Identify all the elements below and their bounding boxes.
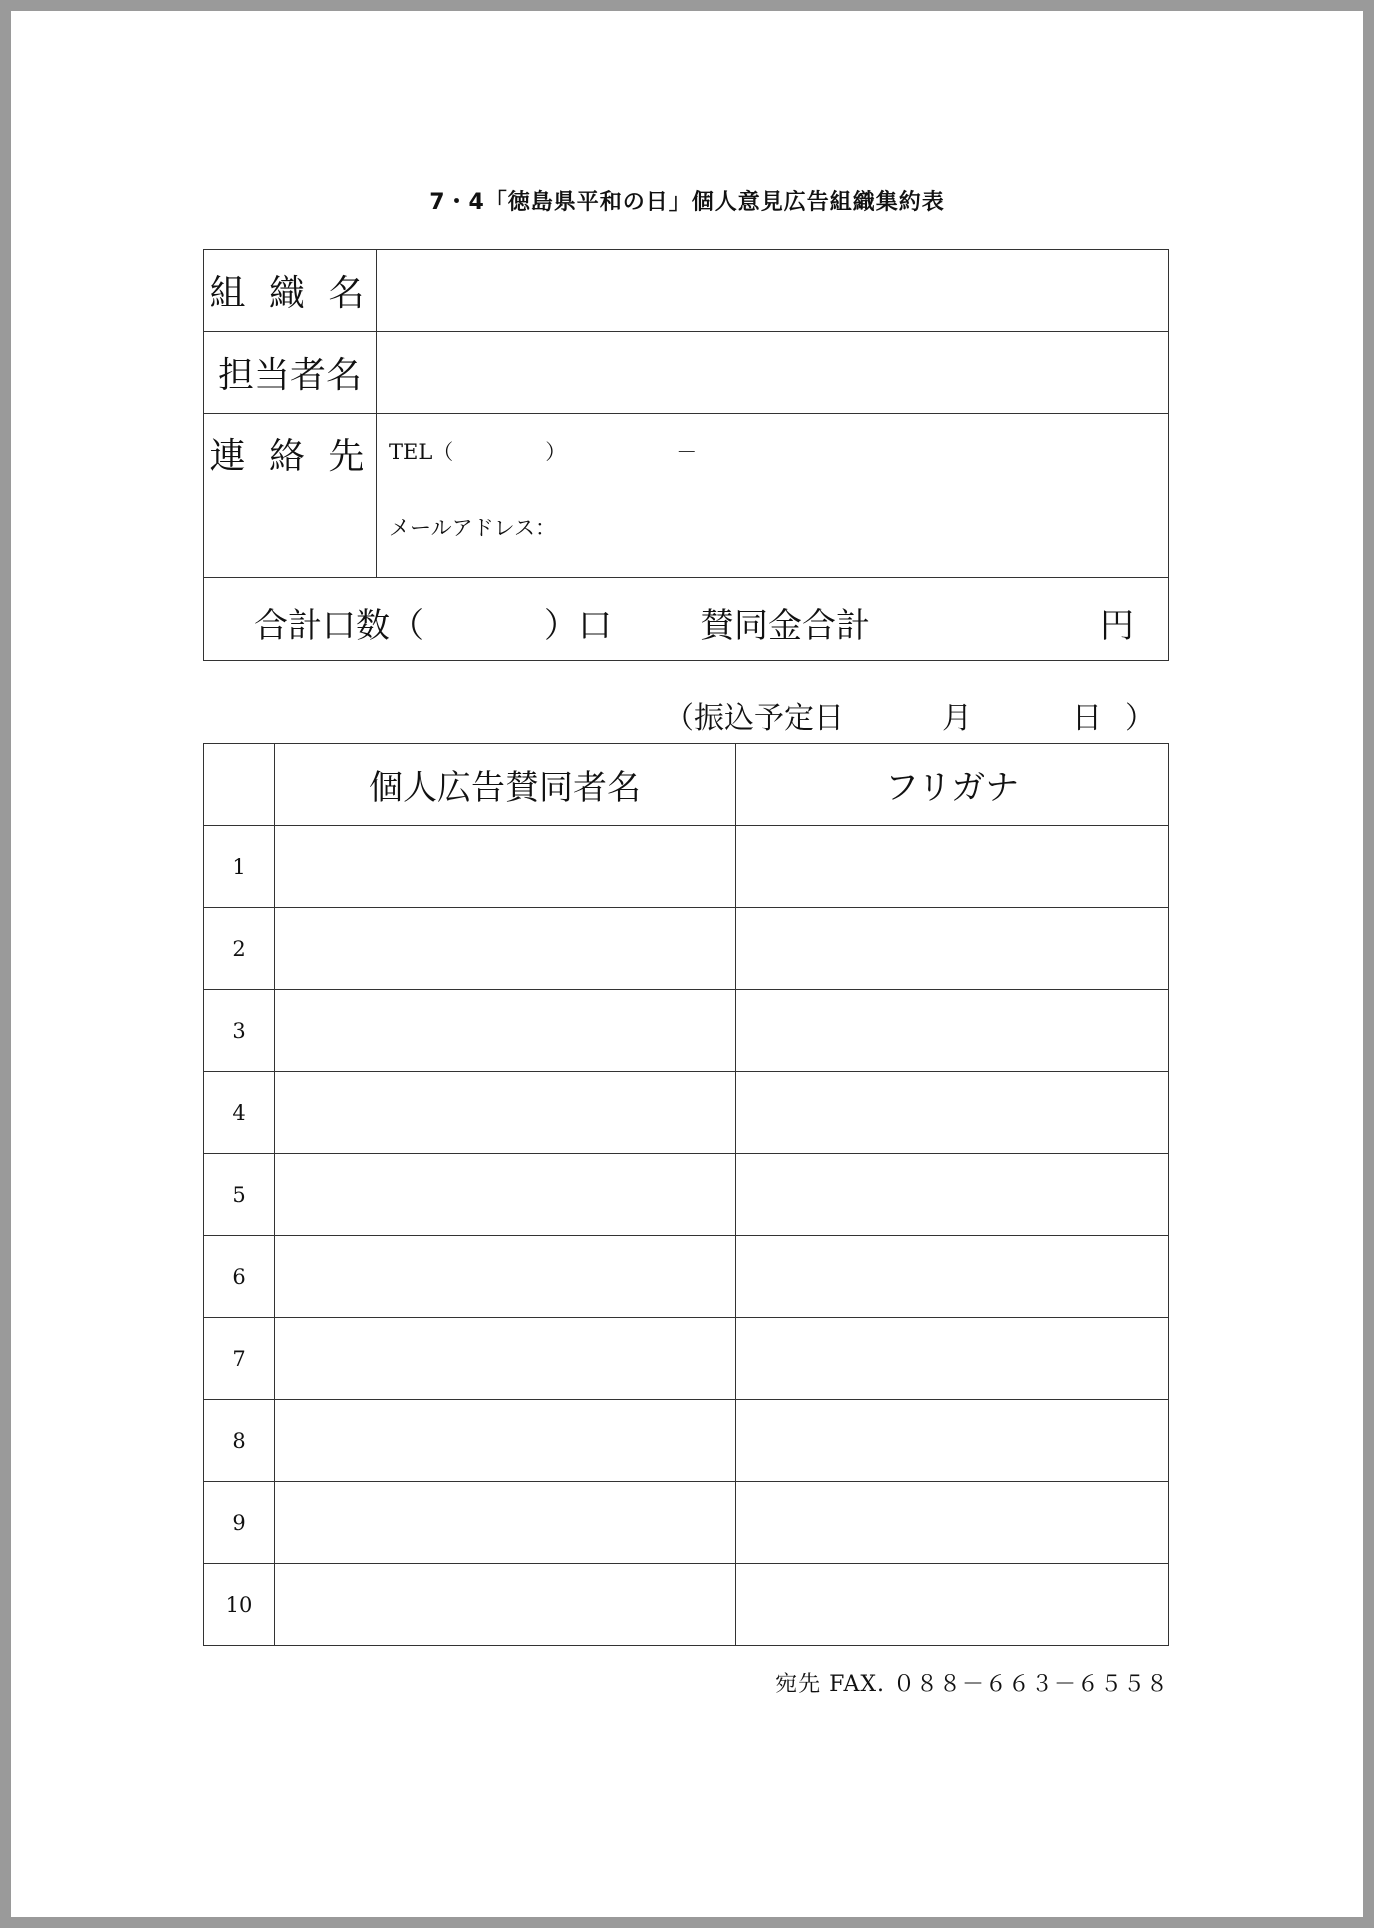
number-header: [204, 744, 275, 826]
person-in-charge-field[interactable]: [377, 332, 1169, 414]
table-row: [204, 1482, 1169, 1564]
transfer-day-label: 日: [1072, 701, 1102, 736]
row-number: 7: [204, 1318, 275, 1400]
table-row: [204, 826, 1169, 908]
organization-info-table: [203, 249, 1169, 661]
transfer-date-line: [664, 693, 1174, 736]
furigana-cell[interactable]: [736, 1564, 1169, 1646]
row-number: 2: [204, 908, 275, 990]
email-label: メールアドレス：: [389, 516, 556, 540]
supporter-name-cell[interactable]: [275, 1400, 736, 1482]
supporter-name-cell[interactable]: [275, 908, 736, 990]
org-name-label: 組 織 名: [204, 250, 377, 332]
row-number: 6: [204, 1236, 275, 1318]
supporter-name-cell[interactable]: [275, 1318, 736, 1400]
table-row: [204, 908, 1169, 990]
row-number: 9: [204, 1482, 275, 1564]
furigana-cell[interactable]: [736, 1236, 1169, 1318]
transfer-month-label: 月: [942, 701, 972, 736]
table-row: [204, 1564, 1169, 1646]
furigana-cell[interactable]: [736, 1072, 1169, 1154]
supporter-name-cell[interactable]: [275, 990, 736, 1072]
row-number: 8: [204, 1400, 275, 1482]
supporter-name-cell[interactable]: [275, 1154, 736, 1236]
row-number: 10: [204, 1564, 275, 1646]
total-count-label: 合計口数（: [254, 606, 424, 646]
table-row: [204, 1236, 1169, 1318]
table-row: [204, 1318, 1169, 1400]
fax-destination: 宛先 FAX. ０８８－６６３－６５５８: [775, 1672, 1169, 1697]
furigana-cell[interactable]: [736, 826, 1169, 908]
row-number: 4: [204, 1072, 275, 1154]
row-number: 5: [204, 1154, 275, 1236]
furigana-cell[interactable]: [736, 1400, 1169, 1482]
total-amount-label: 賛同金合計: [700, 606, 870, 646]
totals-row: [204, 578, 1169, 661]
person-in-charge-label: 担当者名: [204, 332, 377, 414]
tel-close-paren: ）: [545, 440, 567, 464]
transfer-close-paren: ）: [1125, 701, 1155, 736]
table-row: [204, 1400, 1169, 1482]
supporter-name-cell[interactable]: [275, 1236, 736, 1318]
supporter-names-table: [203, 743, 1169, 1646]
tel-label: TEL（: [389, 440, 454, 464]
org-name-field[interactable]: [377, 250, 1169, 332]
supporter-name-cell[interactable]: [275, 1072, 736, 1154]
furigana-header: フリガナ: [736, 744, 1169, 826]
furigana-cell[interactable]: [736, 1482, 1169, 1564]
tel-line: [389, 436, 1168, 466]
supporter-name-cell[interactable]: [275, 1564, 736, 1646]
total-count-unit: ）口: [544, 606, 612, 646]
contact-label: 連 絡 先: [204, 414, 377, 578]
supporter-name-cell[interactable]: [275, 826, 736, 908]
tel-dash: －: [676, 440, 698, 464]
table-row: [204, 990, 1169, 1072]
table-row: [204, 1154, 1169, 1236]
yen-unit: 円: [1100, 606, 1134, 646]
row-number: 3: [204, 990, 275, 1072]
page-title: 7・4「徳島県平和の日」個人意見広告組織集約表: [429, 190, 945, 215]
transfer-date-label: （振込予定日: [664, 701, 844, 736]
document-page: [11, 11, 1363, 1917]
supporter-name-header: 個人広告賛同者名: [275, 744, 736, 826]
furigana-cell[interactable]: [736, 990, 1169, 1072]
contact-field[interactable]: [377, 414, 1169, 578]
furigana-cell[interactable]: [736, 1154, 1169, 1236]
supporter-name-cell[interactable]: [275, 1482, 736, 1564]
furigana-cell[interactable]: [736, 908, 1169, 990]
row-number: 1: [204, 826, 275, 908]
furigana-cell[interactable]: [736, 1318, 1169, 1400]
table-row: [204, 1072, 1169, 1154]
